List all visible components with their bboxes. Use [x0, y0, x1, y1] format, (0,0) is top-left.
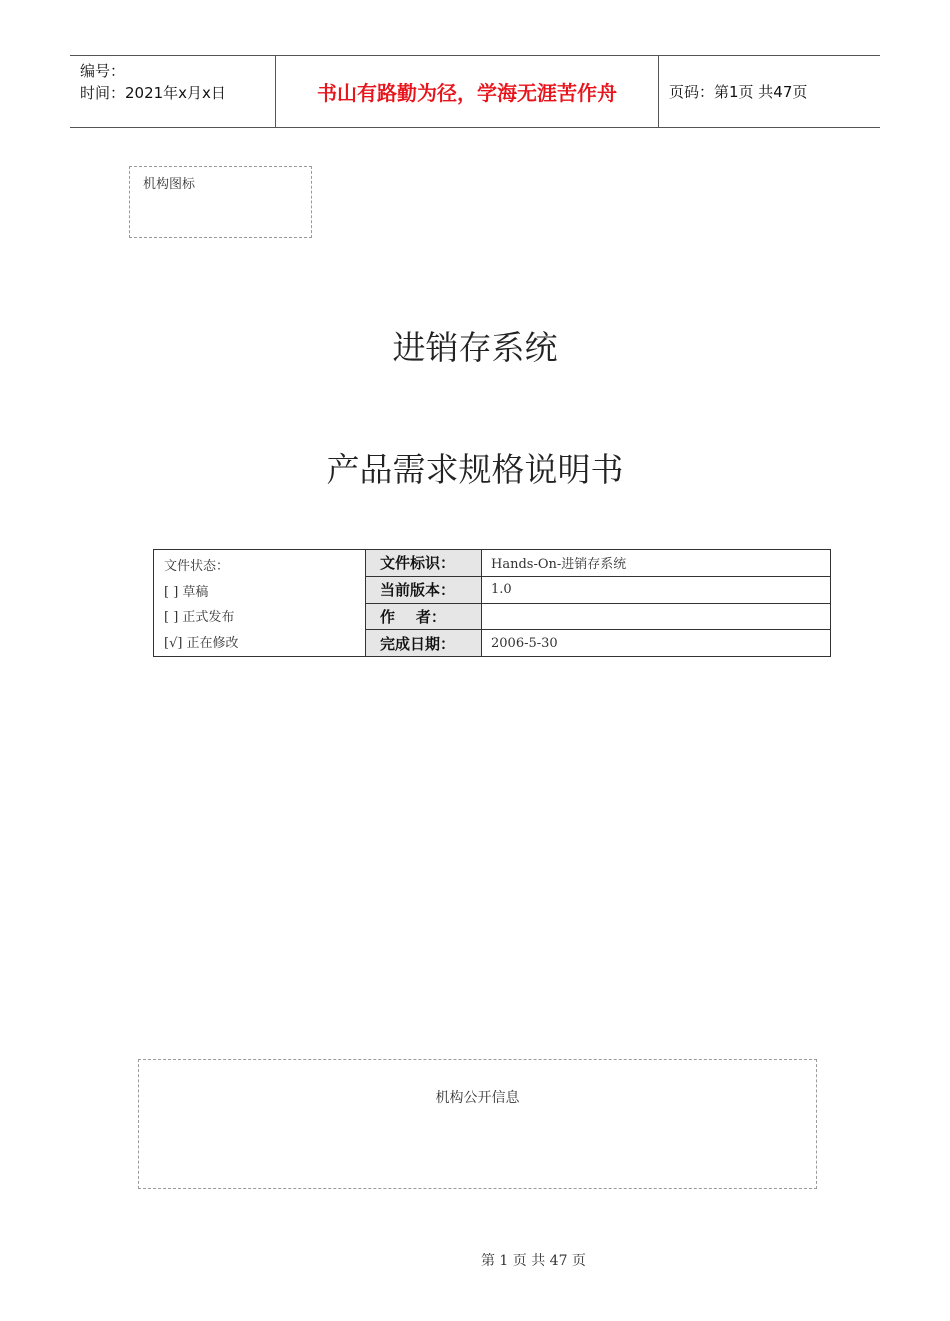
file-id-label: 文件标识： — [366, 550, 482, 577]
header-motto: 书山有路勤为径，学海无涯苦作舟 — [317, 81, 617, 105]
logo-placeholder-label: 机构图标 — [143, 177, 196, 192]
version-label: 当前版本： — [366, 576, 482, 603]
file-id-value: Hands-On-进销存系统 — [482, 550, 831, 577]
footer-page-number: 第 1 页 共 47 页 — [480, 1253, 586, 1269]
organization-logo-placeholder — [129, 166, 312, 238]
status-option-draft: [ ] 草稿 — [164, 584, 209, 600]
organization-public-info-box — [138, 1059, 817, 1189]
page-header — [70, 55, 880, 128]
status-option-released: [ ] 正式发布 — [164, 610, 235, 625]
document-number-label: 编号： — [80, 62, 126, 80]
header-motto-cell — [276, 56, 659, 127]
document-info-table — [153, 549, 831, 657]
status-option-modifying: [√] 正在修改 — [164, 635, 239, 651]
version-value: 1.0 — [482, 576, 831, 603]
document-title: 产品需求规格说明书 — [326, 450, 624, 489]
header-page-info: 页码：第1页 共47页 — [669, 83, 808, 101]
public-info-label: 机构公开信息 — [435, 1090, 520, 1106]
file-status-title: 文件状态： — [164, 559, 230, 574]
author-value — [482, 603, 831, 630]
document-time-label: 时间：2021年x月x日 — [80, 84, 226, 102]
completion-date-label: 完成日期： — [366, 630, 482, 657]
completion-date-value: 2006-5-30 — [482, 630, 831, 657]
author-label: 作 者： — [366, 603, 482, 630]
system-title: 进销存系统 — [392, 328, 558, 367]
header-page-cell — [659, 56, 880, 127]
header-meta-cell — [70, 56, 276, 127]
page-footer — [0, 1234, 950, 1270]
info-row — [154, 550, 831, 577]
file-status-cell — [154, 550, 366, 657]
